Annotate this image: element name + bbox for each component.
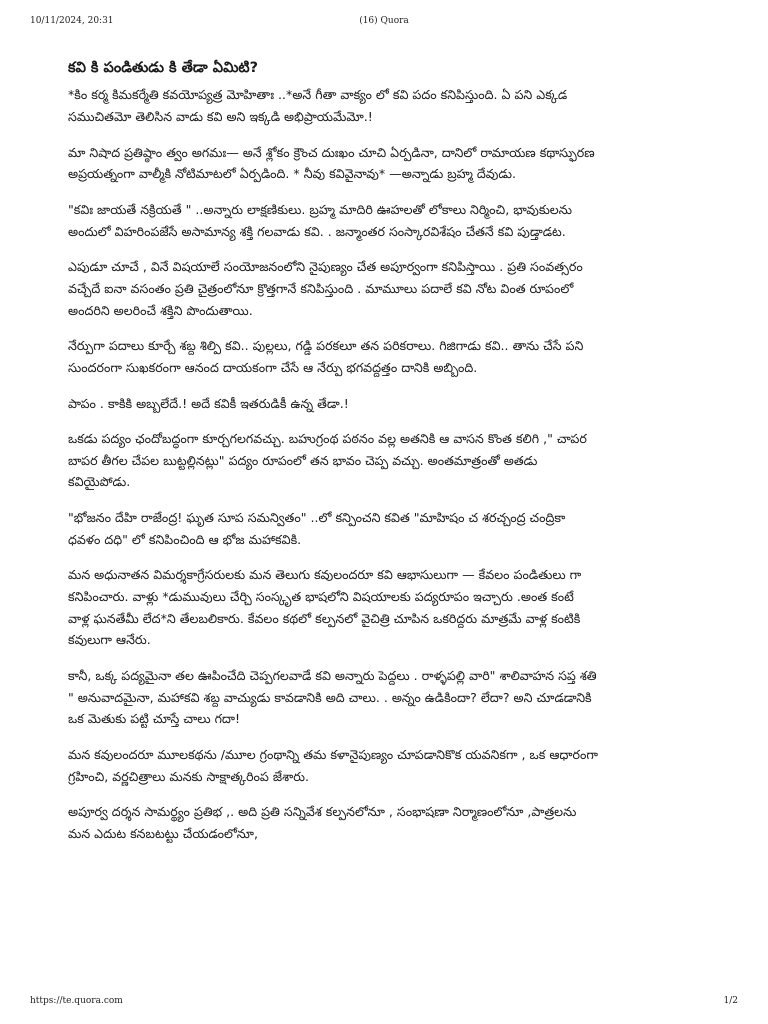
answer-paragraph: నేర్పుగా పదాలు కూర్చే శబ్ద శిల్పి కవి.. పుల్లలు, గడ్డి పరకలూ తన పరికరాలు. గిజిగాడు కవి.. తాను చేసే పని సుందరంగా సుఖకరంగా ఆనంద దాయకంగా చేసే ఆ నేర్పు భగవద్దత్తం దానికి అబ్బింది. xyxy=(68,338,584,375)
answer-paragraphs xyxy=(68,84,598,844)
answer-paragraph: మన కవులందరూ మూలకథను /మూల గ్రంథాన్ని తమ కళానైపుణ్యం చూపడానికొక యవనికగా , ఒక ఆధారంగా గ్రహించి, వర్ణచిత్రాలు మనకు సాక్షాత్కరింప జేశారు. xyxy=(68,747,598,784)
answer-paragraph: మా నిషాద ప్రతిష్ఠాం త్వం అగమః— అనే శ్లోకం క్రౌంచ దుఃఖం చూచి ఏర్పడినా, దానిలో రామాయణ కథాస్ఫురణ అప్రయత్నంగా వాల్మీకి నోటిమాటలో ఏర్పడింది. * నీవు కవివైనావు* —అన్నాడు బ్రహ్మ దేవుడు. xyxy=(68,144,595,182)
answer-paragraph: "కవిః జాయతే నక్రియతే " ..అన్నారు లాక్షణికులు. బ్రహ్మ మాదిరి ఊహలతో లోకాలు నిర్మించి, భావుకులను అందులో విహరింపజేసే అసామాన్య శక్తి గలవాడు కవి. . జన్మాంతర సంస్కారవిశేషం చేతనే కవి పుడ్తాడట. xyxy=(68,201,572,239)
print-url: https://te.quora.com xyxy=(30,996,123,1006)
answer-paragraph: ఎపుడూ చూచే , వినే విషయాలే సంయోజనంలోని నైపుణ్యం చేత అపూర్వంగా కనిపిస్తాయి . ప్రతి సంవత్సరం వచ్చేదే ఐనా వసంతం ప్రతి చైత్రంలోనూ క్రొత్తగానే కనిపిస్తుంది . మామూలు పదాలే కవి నోట వింత రూపంలో అందరిని అలరించే శక్తిని పొందుతాయి. xyxy=(68,259,583,318)
answer-paragraph: అపూర్వ దర్శన సామర్థ్యం ప్రతిభ ,. అది ప్రతి సన్నివేశ కల్పనలోనూ , సంభాషణా నిర్మాణంలోనూ ,పాత్రలను మన ఎదుట కనబటట్టు చేయడంలోనూ, xyxy=(68,804,577,842)
answer-paragraph: ఒకడు పద్యం ఛందోబద్ధంగా కూర్చగలగవచ్చు. బహుగ్రంథ పఠనం వల్ల అతనికి ఆ వాసన కొంత కలిగి ," చాపర బాపర తీగల చేపల బుట్టల్లినట్లు" పద్యం రూపంలో తన భావం చెప్ప వచ్చు. అంతమాత్రంతో అతడు కవియైపోడు. xyxy=(68,431,587,490)
print-footer xyxy=(30,996,738,1006)
answer-paragraph: మన అధునాతన విమర్శకాగ్రేసరులకు మన తెలుగు కవులందరూ కవి ఆభాసులుగా — కేవలం పండితులు గా కనిపించారు. వాళ్లు *డుమువులు చేర్చి సంస్కృత భాషలోని విషయాలకు పద్యరూపం ఇచ్చారు .అంత కంటే వాళ్ల ఘనతేమీ లేద*ని తేలబలికారు. కేవలం కథలో కల్పనలో వైచిత్రి చూపిన ఒకరిద్దరు మాత్రమే వాళ్ల కంటికి కవులుగా ఆనేరు. xyxy=(68,567,582,648)
answer-paragraph: కానీ, ఒక్క పద్యమైనా తల ఊపించేది చెప్పగలవాడే కవి అన్నారు పెద్దలు . రాళ్ళపల్లి వారి" శాలివాహన సప్త శతి " అనువాదమైనా, మహాకవి శబ్ద వాచ్యుడు కావడానికి అది చాలు. . అన్నం ఉడికిందా? లేదా? అని చూడడానికి ఒక మెతుకు పట్టి చూస్తే చాలు గదా! xyxy=(68,668,597,727)
print-page-title: (16) Quora xyxy=(359,16,409,26)
answer-paragraph: పాపం . కాకికి అబ్బలేదే.! అదే కవికీ ఇతరుడికీ ఉన్న తేడా.! xyxy=(68,395,349,411)
print-page-number: 1/2 xyxy=(723,996,738,1006)
answer-paragraph: *కిం కర్మ కిమకర్మేతి కవయోప్యత్ర మోహితాః ..*అనే గీతా వాక్యం లో కవి పదం కనిపిస్తుంది. ఏ పని ఎక్కడ సముచితమో తెలిసిన వాడు కవి అని ఇక్కడి అభిప్రాయమేమో.! xyxy=(68,87,568,124)
answer-paragraph: "భోజనం దేహి రాజేంద్ర! ఘృత సూప సమన్వితం" ..లో కన్పించని కవిత "మాహిషం చ శరచ్చంద్ర చంద్రికా ధవళం దధి" లో కనిపించింది ఆ భోజ మహాకవికి. xyxy=(68,510,566,547)
article-body xyxy=(68,58,598,859)
print-header xyxy=(30,16,738,26)
print-datetime: 10/11/2024, 20:31 xyxy=(30,16,114,26)
question-title: కవి కి పండితుడు కి తేడా ఏమిటి? xyxy=(68,60,259,76)
